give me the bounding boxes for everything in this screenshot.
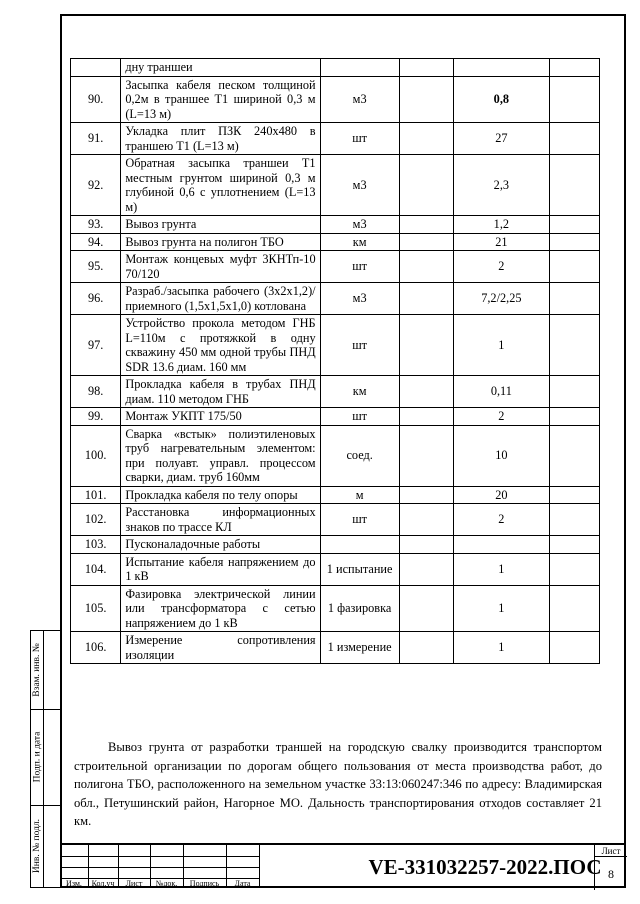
side-stamp-strip [30,630,60,888]
empty-cell [549,123,599,155]
unit: шт [320,123,399,155]
work-name: Устройство прокола методом ГНБ L=110м с протяжкой в одну скважину 450 мм одной трубы ПНД SDR 13.6 диам. 160 мм [121,315,320,376]
transport-paragraph: Вывоз грунта от разработки траншей на городскую свалку производится транспортом строительной организации по дорогам общего пользования от места производства работ, до полигона ТБО, расположенного на земельном участке 33:13:060247:346 по адресу: Владимирская обл., Петушинский район, Нагорное МО. Дальность транспортирования отходов составляет 21 км. [74,740,602,828]
table-row [71,408,600,426]
quantity: 2 [454,251,550,283]
quantity: 0,11 [454,376,550,408]
row-number: 93. [71,216,121,234]
table-row [71,155,600,216]
unit: м [320,486,399,504]
empty-cell [549,155,599,216]
quantity: 1,2 [454,216,550,234]
empty-cell [549,536,599,554]
empty-cell [399,425,453,486]
empty-cell [549,315,599,376]
empty-cell [549,486,599,504]
row-number: 99. [71,408,121,426]
stamp-header: Лист [125,879,143,888]
row-number: 92. [71,155,121,216]
table-row [71,251,600,283]
empty-cell [399,76,453,123]
sheet-box [594,845,626,890]
row-number: 97. [71,315,121,376]
document-code: VE-331032257-2022.ПОС [368,855,602,879]
quantity [454,59,550,77]
empty-cell [399,283,453,315]
work-name: Пусконаладочные работы [121,536,320,554]
quantity: 1 [454,315,550,376]
table-row [71,585,600,632]
empty-cell [399,408,453,426]
quantity: 2 [454,504,550,536]
side-label-vzam: Взам. инв. № [32,643,43,697]
stamp-header: Дата [234,879,251,888]
quantity: 1 [454,632,550,664]
empty-cell [549,408,599,426]
empty-cell [399,632,453,664]
row-number: 104. [71,553,121,585]
empty-cell [399,216,453,234]
empty-cell [399,155,453,216]
row-number: 98. [71,376,121,408]
unit [320,59,399,77]
stamp-header: Изм. [66,879,82,888]
quantity: 10 [454,425,550,486]
quantity [454,536,550,554]
row-number: 106. [71,632,121,664]
unit: м3 [320,216,399,234]
empty-cell [399,486,453,504]
table-row [71,59,600,77]
table-row [71,376,600,408]
work-name: Укладка плит ПЗК 240х480 в траншею Т1 (L=13 м) [121,123,320,155]
table-row [71,536,600,554]
quantity: 2 [454,408,550,426]
quantity: 7,2/2,25 [454,283,550,315]
empty-cell [549,216,599,234]
unit: шт [320,504,399,536]
title-block-stamp [60,843,626,888]
empty-cell [549,376,599,408]
table-row [71,486,600,504]
unit [320,536,399,554]
work-name: Сварка «встык» полиэтиленовых труб нагревательным элементом: при полуавт. управл. процессом сварки, диам. труб 160мм [121,425,320,486]
works-table [70,58,600,664]
unit: км [320,376,399,408]
table-row [71,315,600,376]
row-number: 94. [71,233,121,251]
unit: км [320,233,399,251]
table-row [71,553,600,585]
table-row [71,283,600,315]
empty-cell [549,504,599,536]
table-row [71,216,600,234]
work-name: Прокладка кабеля по телу опоры [121,486,320,504]
table-row [71,233,600,251]
quantity: 21 [454,233,550,251]
table-row [71,632,600,664]
empty-cell [399,553,453,585]
work-name: Обратная засыпка траншеи Т1 местным грунтом шириной 0,3 м глубиной 0,6 с уплотнением (L=13 м) [121,155,320,216]
work-name: Расстановка информационных знаков по трассе КЛ [121,504,320,536]
empty-cell [399,536,453,554]
empty-cell [399,315,453,376]
row-number: 100. [71,425,121,486]
row-number: 91. [71,123,121,155]
unit: м3 [320,155,399,216]
empty-cell [549,283,599,315]
table-row [71,123,600,155]
side-label-inv: Инв. № подл. [32,818,43,874]
unit: шт [320,251,399,283]
row-number: 95. [71,251,121,283]
unit: шт [320,315,399,376]
quantity: 20 [454,486,550,504]
unit: соед. [320,425,399,486]
stamp-header: Подпись [189,879,220,888]
table-row [71,76,600,123]
empty-cell [549,76,599,123]
empty-cell [549,425,599,486]
empty-cell [399,251,453,283]
empty-cell [399,123,453,155]
work-name: Фазировка электрической линии или трансформатора с сетью напряжением до 1 кВ [121,585,320,632]
sheet-number: 8 [608,867,614,881]
work-name: Разраб./засыпка рабочего (3х2х1,2)/приемного (1,5х1,5х1,0) котлована [121,283,320,315]
quantity: 1 [454,585,550,632]
quantity: 2,3 [454,155,550,216]
row-number: 103. [71,536,121,554]
empty-cell [549,632,599,664]
row-number: 90. [71,76,121,123]
work-name: Монтаж УКПТ 175/50 [121,408,320,426]
work-name: дну траншеи [121,59,320,77]
unit: м3 [320,76,399,123]
side-label-podp: Подп. и дата [32,731,43,783]
table-row [71,504,600,536]
table-row [71,425,600,486]
work-name: Вывоз грунта на полигон ТБО [121,233,320,251]
unit: шт [320,408,399,426]
row-number: 105. [71,585,121,632]
work-name: Испытание кабеля напряжением до 1 кВ [121,553,320,585]
stamp-header: №док. [155,879,178,888]
empty-cell [549,233,599,251]
work-name: Монтаж концевых муфт 3КНТп-10 70/120 [121,251,320,283]
empty-cell [399,233,453,251]
empty-cell [549,585,599,632]
quantity: 1 [454,553,550,585]
work-name: Измерение сопротивления изоляции [121,632,320,664]
quantity: 0,8 [454,76,550,123]
empty-cell [399,376,453,408]
work-name: Засыпка кабеля песком толщиной 0,2м в траншее Т1 шириной 0,3 м (L=13 м) [121,76,320,123]
stamp-header: Кол.уч [91,879,115,888]
empty-cell [549,59,599,77]
empty-cell [399,504,453,536]
unit: 1 испытание [320,553,399,585]
row-number: 96. [71,283,121,315]
empty-cell [399,59,453,77]
unit: 1 фазировка [320,585,399,632]
row-number [71,59,121,77]
empty-cell [549,553,599,585]
work-name: Вывоз грунта [121,216,320,234]
work-name: Прокладка кабеля в трубах ПНД диам. 110 методом ГНБ [121,376,320,408]
quantity: 27 [454,123,550,155]
row-number: 101. [71,486,121,504]
unit: м3 [320,283,399,315]
sheet-label: Лист [595,846,627,857]
unit: 1 измерение [320,632,399,664]
empty-cell [399,585,453,632]
row-number: 102. [71,504,121,536]
empty-cell [549,251,599,283]
